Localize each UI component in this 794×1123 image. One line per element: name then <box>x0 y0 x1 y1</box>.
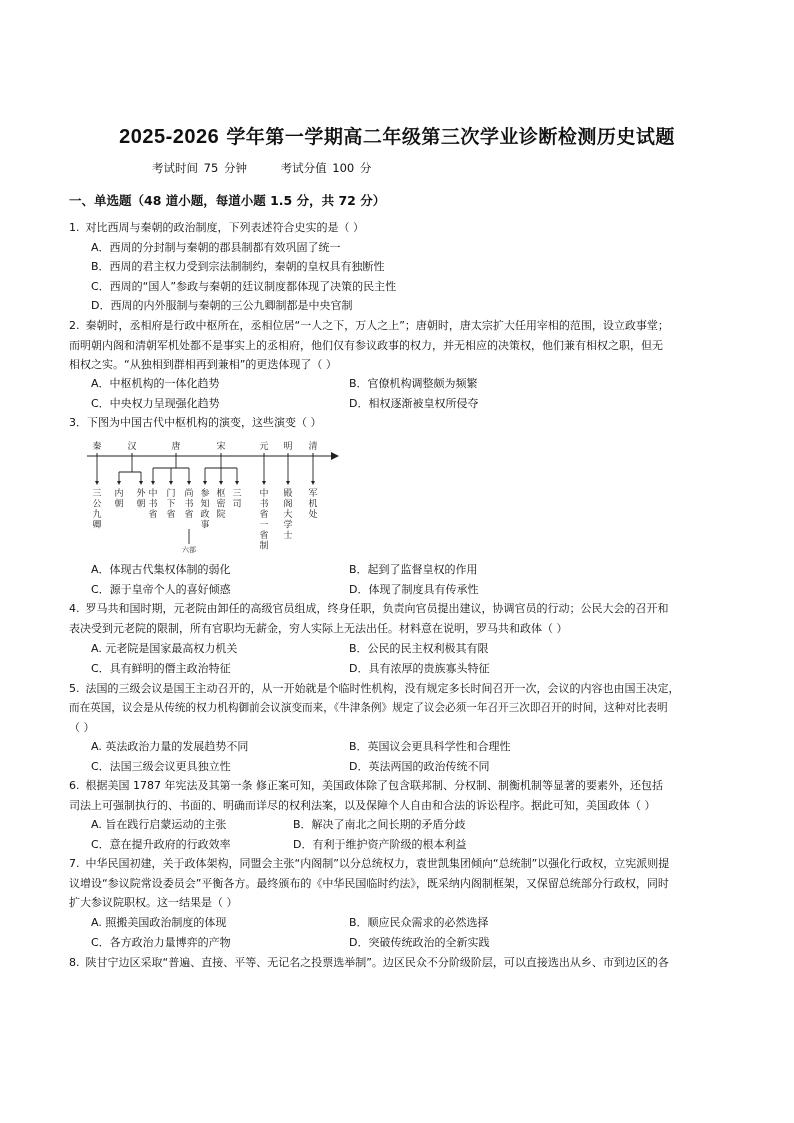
institution-label-char: 院 <box>216 510 226 520</box>
institution-label-char: 三 <box>92 489 102 499</box>
option-a[interactable]: A. 英法政治力量的发展趋势不同 <box>91 740 249 753</box>
institution-label-char: 处 <box>308 510 318 520</box>
question-stem-line: 议增设“参议院常设委员会”平衡各方。最终颁布的《中华民国临时约法》，既采纳内阁制框架，又保留总统部分行政权，同时 <box>69 876 669 890</box>
institution-label-char: 门 <box>166 489 176 499</box>
question-7 <box>69 854 729 913</box>
connector-arrow <box>117 481 121 485</box>
institution-label-char: 尚 <box>184 489 194 499</box>
institution-label-char: 殿 <box>283 489 293 499</box>
option-a[interactable]: A．西周的分封制与秦朝的郡县制都有效巩固了统一 <box>91 240 341 254</box>
question-number: 7. <box>69 857 80 870</box>
option-c[interactable]: C．中央权力呈现强化趋势 <box>91 397 220 410</box>
connector-arrow <box>203 481 207 485</box>
option-c[interactable]: C．各方政治力量博弈的产物 <box>91 936 231 949</box>
connector-arrow <box>187 481 191 485</box>
exam-title-text: 学年第一学期高二年级第三次学业诊断检测历史试题 <box>226 126 675 148</box>
exam-time: 考试时间 75 分钟 <box>152 161 247 175</box>
connector-arrow <box>262 481 266 485</box>
option-c[interactable]: C．法国三级会议更具独立性 <box>91 760 231 773</box>
option-c[interactable]: C．西周的“国人”参政与秦朝的廷议制度都体现了决策的民主性 <box>91 279 397 293</box>
institution-label-char: 事 <box>200 520 210 531</box>
option-a[interactable]: A. 旨在践行启蒙运动的主张 <box>91 818 227 831</box>
dynasty-label: 唐 <box>171 442 181 452</box>
institution-label-char: 三 <box>232 489 242 499</box>
option-d[interactable]: D．具有浓厚的贵族寡头特征 <box>349 662 490 675</box>
option-b[interactable]: B．顺应民众需求的必然选择 <box>349 916 489 929</box>
option-c[interactable]: C．具有鲜明的僭主政治特征 <box>91 662 231 675</box>
institution-label-char: 枢 <box>216 489 226 499</box>
institution-label-char: 九 <box>92 510 102 520</box>
question-2 <box>69 316 729 375</box>
institution-label-char: 内 <box>114 489 124 499</box>
institution-label-char: 中 <box>148 489 158 499</box>
question-1 <box>69 218 729 316</box>
connector-arrow <box>235 481 239 485</box>
question-4 <box>69 599 729 638</box>
institution-label-char: 省 <box>259 531 269 541</box>
dynasty-label: 汉 <box>127 442 137 452</box>
central-institutions-diagram <box>83 440 343 558</box>
question-stem-line: 罗马共和国时期，元老院由卸任的高级官员组成，终身任职，负责向官员提出建议，协调官员的行动；公民大会的召开和 <box>85 602 669 615</box>
question-number: 8. <box>69 956 80 969</box>
option-b[interactable]: B．官僚机构调整颇为频繁 <box>349 377 478 390</box>
dynasty-label: 清 <box>308 442 318 452</box>
institution-label-char: 公 <box>92 499 102 510</box>
connector-arrow <box>311 481 315 485</box>
option-a[interactable]: A．体现古代集权体制的弱化 <box>91 563 231 576</box>
option-b[interactable]: B．起到了监督皇权的作用 <box>349 563 478 576</box>
question-number: 4. <box>69 602 80 615</box>
option-a[interactable]: A. 照搬美国政治制度的体现 <box>91 916 227 929</box>
question-stem: 下图为中国古代中枢机构的演变，这些演变（ ） <box>87 416 322 429</box>
institution-label-char: 省 <box>148 510 158 520</box>
question-number: 2. <box>69 319 80 332</box>
question-stem-line: 表决受到元老院的限制，所有官职均无薪金，穷人实际上无法出任。材料意在说明，罗马共和政体（ ） <box>69 621 568 635</box>
question-5 <box>69 679 729 738</box>
section-title: 一、单选题（48 道小题，每道小题 1.5 分，共 72 分） <box>69 193 386 208</box>
institution-label-char: 省 <box>259 510 269 520</box>
option-d[interactable]: D．体现了制度具有传承性 <box>349 583 479 596</box>
institution-label-char: 知 <box>200 499 210 510</box>
question-stem-line: 中华民国初建，关于政体架构，同盟会主张“内阁制”以分总统权力，袁世凯集团倾向“总统制”以强化行政权，立宪派则提 <box>85 857 670 870</box>
exam-year: 2025-2026 <box>119 126 220 148</box>
question-6 <box>69 776 729 815</box>
institution-label-char: 参 <box>200 489 210 499</box>
option-c[interactable]: C．源于皇帝个人的喜好倾惑 <box>91 583 231 596</box>
timeline-arrowhead <box>331 452 339 460</box>
question-stem-line: 而在英国，议会是从传统的权力机构御前会议演变而来，《牛津条例》规定了议会必须一年召开三次即召开的时间，这种对比表明 <box>69 701 668 714</box>
question-stem-line: 法国的三级会议是国王主动召开的，从一开始就是个临时性机构，没有规定多长时间召开一次，会议的内容也由国王决定， <box>85 682 680 695</box>
institution-label-char: 书 <box>259 499 269 510</box>
institution-label-char: 政 <box>200 510 210 520</box>
question-number: 3． <box>69 416 87 429</box>
exam-title <box>0 122 794 149</box>
dynasty-label: 秦 <box>92 442 102 452</box>
option-a[interactable]: A. 元老院是国家最高权力机关 <box>91 642 238 655</box>
question-stem-line: 相权之实。“从独相到群相再到兼相”的更迭体现了（ ） <box>69 358 337 371</box>
option-b[interactable]: B．英国议会更具科学性和合理性 <box>349 740 511 753</box>
option-d[interactable]: D．突破传统政治的全新实践 <box>349 936 490 949</box>
institution-label-char: 朝 <box>136 499 146 510</box>
institution-label-char: 军 <box>308 489 318 499</box>
question-8 <box>69 953 729 973</box>
option-b[interactable]: B．解决了南北之间长期的矛盾分歧 <box>293 818 466 831</box>
institution-label-char: 外 <box>136 489 146 499</box>
institution-label-char: 学 <box>283 520 293 531</box>
question-stem: 对比西周与秦朝的政治制度，下列表述符合史实的是（ ） <box>85 221 364 234</box>
option-c[interactable]: C．意在提升政府的行政效率 <box>91 838 231 851</box>
question-stem-line: （ ） <box>69 721 95 734</box>
option-d[interactable]: D．相权逐渐被皇权所侵夺 <box>349 397 479 410</box>
institution-label-char: 书 <box>148 499 158 510</box>
institution-label-char: 司 <box>232 499 242 510</box>
dynasty-label: 明 <box>283 442 293 452</box>
institution-label-char: 士 <box>283 531 293 541</box>
institution-label-char: 中 <box>259 489 269 499</box>
option-d[interactable]: D．有利于维护资产阶级的根本利益 <box>293 838 467 851</box>
question-number: 1. <box>69 221 80 234</box>
institution-label-char: 书 <box>184 499 194 510</box>
institution-label-char: 省 <box>184 510 194 520</box>
institution-label-char: 一 <box>259 520 269 531</box>
connector-arrow <box>95 481 99 485</box>
dynasty-label: 宋 <box>216 442 226 452</box>
institution-label-char: 制 <box>259 541 269 552</box>
option-d[interactable]: D．英法两国的政治传统不同 <box>349 760 490 773</box>
question-stem-line: 扩大参议院职权。这一结果是（ ） <box>69 896 238 909</box>
connector-arrow <box>219 481 223 485</box>
question-stem-line: 陕甘宁边区采取“普遍、直接、平等、无记名之投票选举制”。边区民众不分阶级阶层，可以直接选出从乡、市到边区的各 <box>85 956 669 969</box>
option-a[interactable]: A．中枢机构的一体化趋势 <box>91 377 220 390</box>
question-number: 6. <box>69 779 80 792</box>
institution-label-char: 机 <box>308 499 318 510</box>
institution-label-char: 大 <box>283 510 293 520</box>
question-number: 5. <box>69 682 80 695</box>
option-b[interactable]: B．公民的民主权利极其有限 <box>349 642 489 655</box>
question-stem-line: 秦朝时，丞相府是行政中枢所在，丞相位居“一人之下，万人之上”；唐朝时，唐太宗扩大任用宰相的范围，设立政事堂； <box>85 319 669 332</box>
connector-arrow <box>151 481 155 485</box>
exam-info <box>152 160 371 176</box>
question-3 <box>69 413 729 433</box>
connector-arrow <box>139 481 143 485</box>
exam-score: 考试分值 100 分 <box>280 161 372 175</box>
option-d[interactable]: D．西周的内外服制与秦朝的三公九卿制都是中央官制 <box>91 299 353 312</box>
question-stem-line: 根据美国 1787 年宪法及其第一条 修正案可知，美国政体除了包含联邦制、分权制、制衡机制等显著的要素外，还包括 <box>85 779 663 792</box>
option-b[interactable]: B．西周的君主权力受到宗法制制约，秦朝的皇权具有独断性 <box>91 260 385 273</box>
institution-label-char: 密 <box>216 499 226 510</box>
connector-arrow <box>169 481 173 485</box>
institution-label-char: 下 <box>166 499 176 510</box>
institution-label-char: 卿 <box>92 520 102 531</box>
dynasty-label: 元 <box>259 442 269 452</box>
question-stem-line: 而明朝内阁和清朝军机处都不是事实上的丞相府，他们仅有参议政事的权力，并无相应的决策权，他们兼有相权之职，但无 <box>69 338 663 352</box>
institution-label-char: 省 <box>166 510 176 520</box>
question-stem-line: 司法上可强制执行的、书面的、明确而详尽的权利法案，以及保障个人自由和合法的诉讼程序。据此可知，美国政体（ ） <box>69 798 656 812</box>
connector-arrow <box>286 481 290 485</box>
institution-label-char: 朝 <box>114 499 124 510</box>
liubu-label: 六部 <box>182 546 196 554</box>
institution-label-char: 阁 <box>283 499 293 510</box>
